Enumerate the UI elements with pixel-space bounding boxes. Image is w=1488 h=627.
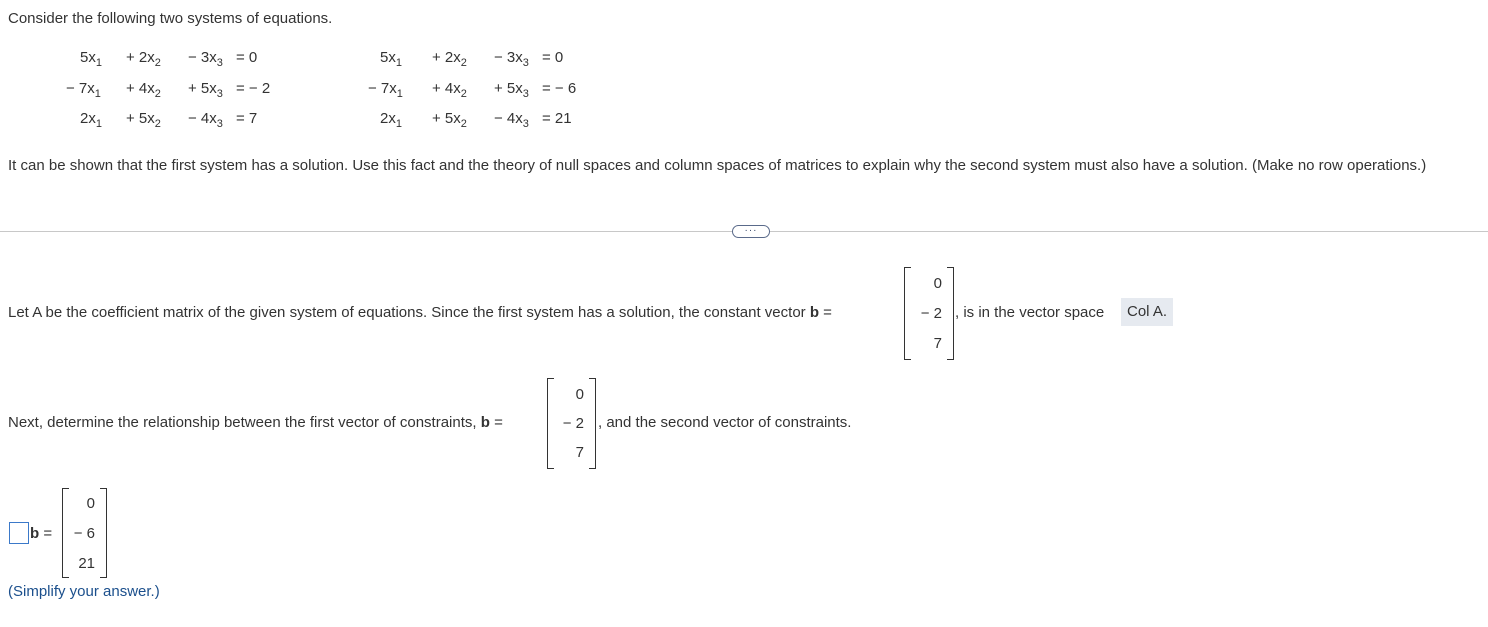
sys1-r3-term3: − $4x_3$ bbox=[188, 110, 223, 130]
show-more-button[interactable]: ··· bbox=[732, 225, 770, 238]
intro-text: Consider the following two systems of equations. bbox=[8, 10, 333, 27]
step1-b-vector bbox=[904, 267, 954, 360]
vector-entry: 0 bbox=[86, 495, 95, 512]
step2-text: Next, determine the relationship between the first vector of constraints, b = bbox=[8, 414, 503, 431]
sys1-r2-term2: + $4x_2$ bbox=[126, 80, 161, 100]
sys1-r2-term3: + $5x_3$ bbox=[188, 80, 223, 100]
sys2-r1-term1: $5x_1$ bbox=[380, 49, 402, 69]
sys2-r1-term2: + $2x_2$ bbox=[432, 49, 467, 69]
step2-after-text: , and the second vector of constraints. bbox=[598, 414, 852, 431]
sys2-r1-term3: − $3x_3$ bbox=[494, 49, 529, 69]
sys1-r2-term1: − $7x_1$ bbox=[66, 80, 101, 100]
vector-entry: 21 bbox=[78, 555, 95, 572]
vector-entry: − 6 bbox=[73, 525, 95, 542]
answer-vector bbox=[62, 488, 107, 578]
vector-entry: 7 bbox=[933, 335, 942, 352]
sys2-r2-term1: − $7x_1$ bbox=[368, 80, 403, 100]
step1-after-text: , is in the vector space bbox=[955, 304, 1105, 321]
sys1-r3-term2: + $5x_2$ bbox=[126, 110, 161, 130]
simplify-hint: (Simplify your answer.) bbox=[8, 583, 160, 600]
question-text: It can be shown that the first system has a solution. Use this fact and the theory of null spaces and column spaces of matrices to explain why the second system must also have a solution. (Make no row operations.) bbox=[8, 157, 1427, 174]
sys2-r3-term3: − $4x_3$ bbox=[494, 110, 529, 130]
sys1-r1-rhs: = 0 bbox=[236, 49, 258, 66]
answer-col-a[interactable]: Col A. bbox=[1121, 298, 1173, 326]
sys1-r1-term2: + $2x_2$ bbox=[126, 49, 161, 69]
answer-b-label: b = bbox=[30, 525, 53, 542]
sys2-r1-rhs: = 0 bbox=[542, 49, 564, 66]
step2-b-vector bbox=[547, 378, 596, 469]
vector-entry: − 2 bbox=[920, 305, 942, 322]
sys2-r3-term2: + $5x_2$ bbox=[432, 110, 467, 130]
sys2-r2-term2: + $4x_2$ bbox=[432, 80, 467, 100]
vector-entry: 0 bbox=[575, 386, 584, 403]
sys1-r3-rhs: = 7 bbox=[236, 110, 258, 127]
step1-text: Let A be the coefficient matrix of the given system of equations. Since the first system has a solution, the constant vector b = bbox=[8, 304, 832, 321]
sys1-r1-term1: $5x_1$ bbox=[80, 49, 102, 69]
sys2-r2-rhs: = − 6 bbox=[542, 80, 577, 97]
sys1-r3-term1: $2x_1$ bbox=[80, 110, 102, 130]
sys2-r2-term3: + $5x_3$ bbox=[494, 80, 529, 100]
vector-entry: − 2 bbox=[562, 415, 584, 432]
vector-entry: 7 bbox=[575, 444, 584, 461]
vector-entry: 0 bbox=[933, 275, 942, 292]
sys1-r2-rhs: = − 2 bbox=[236, 80, 271, 97]
sys2-r3-term1: $2x_1$ bbox=[380, 110, 402, 130]
sys2-r3-rhs: = 21 bbox=[542, 110, 572, 127]
sys1-r1-term3: − $3x_3$ bbox=[188, 49, 223, 69]
answer-input-box[interactable] bbox=[9, 522, 29, 544]
